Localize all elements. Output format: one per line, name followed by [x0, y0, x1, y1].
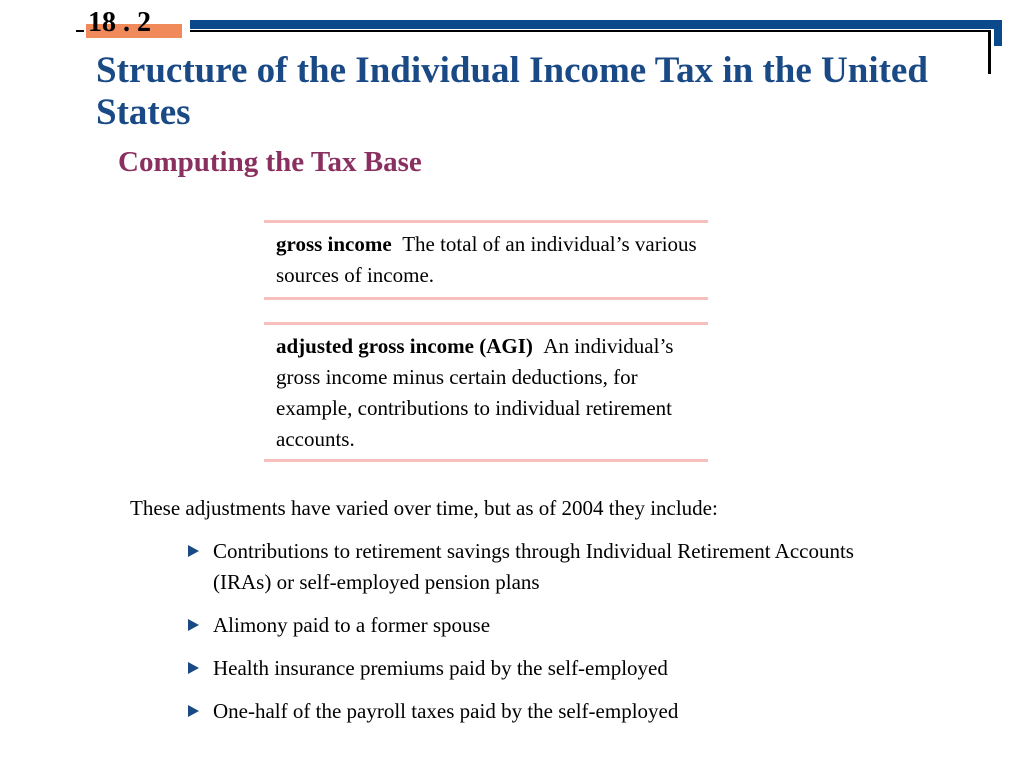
- definition-term: adjusted gross income (AGI): [276, 334, 533, 358]
- list-item-text: Health insurance premiums paid by the self-employed: [213, 656, 668, 680]
- list-item-text: Contributions to retirement savings through Individual Retirement Accounts (IRAs) or self-employed pension plans: [213, 539, 854, 594]
- page-subtitle: Computing the Tax Base: [118, 146, 422, 178]
- list-item-text: One-half of the payroll taxes paid by the self-employed: [213, 699, 679, 723]
- list-item-text: Alimony paid to a former spouse: [213, 613, 491, 637]
- triangle-bullet-icon: [188, 662, 199, 674]
- page-title: Structure of the Individual Income Tax in the United States: [96, 50, 928, 133]
- list-item: [186, 610, 906, 641]
- definition-term: gross income: [276, 232, 392, 256]
- header-rule-thin: [190, 30, 990, 32]
- triangle-bullet-icon: [188, 545, 199, 557]
- body-intro: These adjustments have varied over time, but as of 2004 they include:: [130, 496, 718, 520]
- list-item: [186, 653, 906, 684]
- list-item: [186, 536, 906, 598]
- slide-number-dash: [76, 30, 84, 32]
- definition-box-agi: [264, 322, 708, 462]
- definition-text: An individual’s gross income minus certain deductions, for example, contributions to individual retirement accounts.: [276, 334, 674, 451]
- definition-box-gross-income: [264, 220, 708, 300]
- triangle-bullet-icon: [188, 619, 199, 631]
- slide-number: 18 . 2: [88, 7, 151, 38]
- definition-text: The total of an individual’s various sources of income.: [276, 232, 697, 287]
- list-item: [186, 696, 906, 727]
- header-rule: [190, 20, 1002, 29]
- header-corner-bar: [994, 20, 1002, 46]
- triangle-bullet-icon: [188, 705, 199, 717]
- adjustments-list: [186, 536, 906, 739]
- header-corner-bar-thin: [988, 30, 991, 74]
